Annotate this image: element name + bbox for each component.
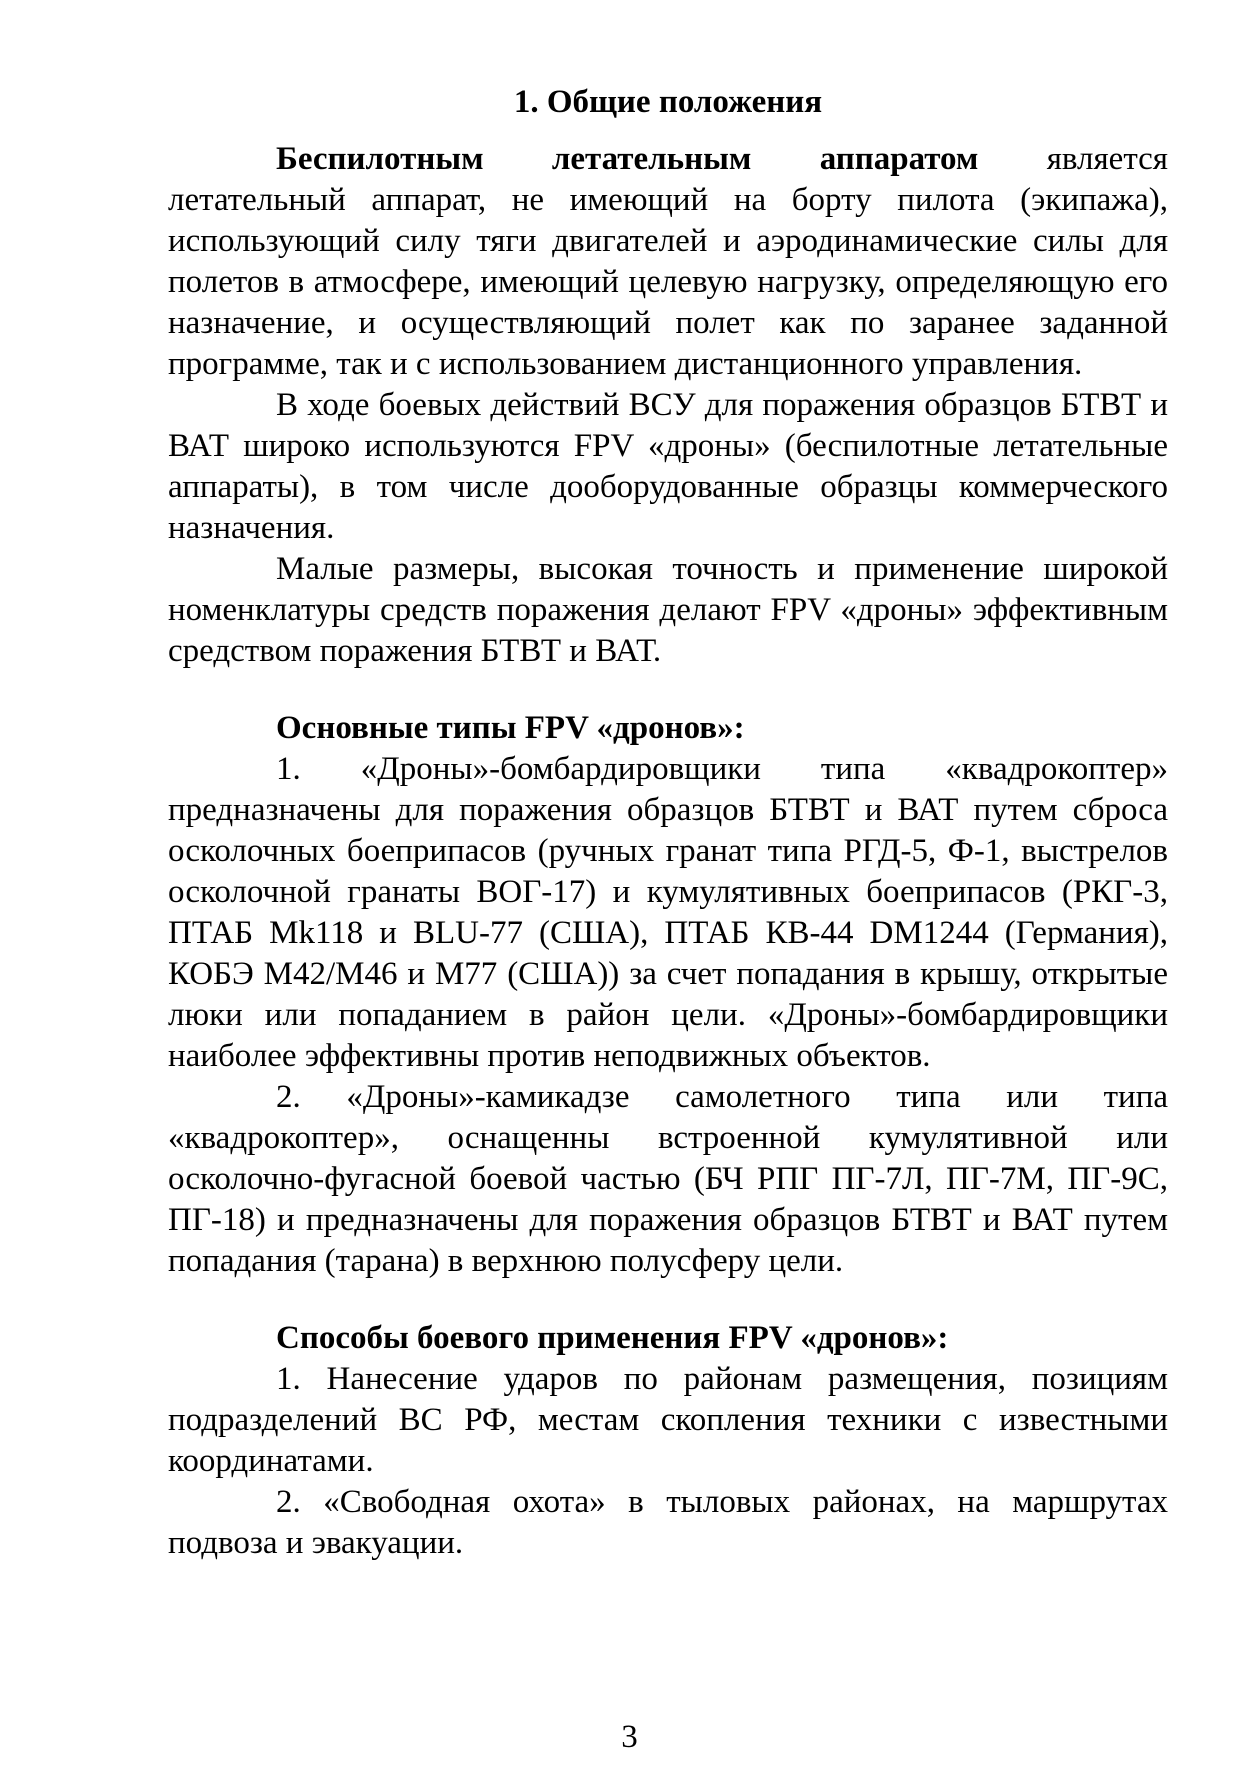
methods-item-free-hunt: 2. «Свободная охота» в тыловых районах, на маршрутах подвоза и эвакуации. xyxy=(168,1484,1168,1561)
methods-item-strikes: 1. Нанесение ударов по районам размещения, позициям подразделений ВС РФ, местам скопления техники с известными координатами. xyxy=(168,1361,1168,1479)
types-item-kamikaze: 2. «Дроны»-камикадзе самолетного типа или типа «квадрокоптер», оснащенны встроенной кумулятивной или осколочно-фугасной боевой частью (БЧ РПГ ПГ-7Л, ПГ-7М, ПГ-9С, ПГ-18) и предназначены для поражения образцов БТВТ и ВАТ путем попадания (тарана) в верхнюю полусферу цели. xyxy=(168,1079,1168,1279)
types-heading: Основные типы FPV «дронов»: xyxy=(276,710,745,746)
paragraph-effectiveness: Малые размеры, высокая точность и применение широкой номенклатуры средств поражения делают FPV «дроны» эффективным средством поражения БТВТ и ВАТ. xyxy=(168,551,1168,669)
definition-text: является летательный аппарат, не имеющий на борту пилота (экипажа), использующий силу тяги двигателей и аэродинамические силы для полетов в атмосфере, имеющий целевую нагрузку, определяющую его назначение, и осуществляющий полет как по заранее заданной программе, так и с использованием дистанционного управления. xyxy=(168,141,1168,382)
methods-heading: Способы боевого применения FPV «дронов»: xyxy=(276,1320,949,1356)
document-page xyxy=(168,82,1168,1564)
types-item-bombers: 1. «Дроны»-бомбардировщики типа «квадрокоптер» предназначены для поражения образцов БТВТ и ВАТ путем сброса осколочных боеприпасов (ручных гранат типа РГД-5, Ф-1, выстрелов осколочной гранаты ВОГ-17) и кумулятивных боеприпасов (РКГ-3, ПТАБ Mk118 и BLU-77 (США), ПТАБ КВ-44 DM1244 (Германия), КОБЭ М42/М46 и М77 (США)) за счет попадания в крышу, открытые люки или попаданием в район цели. «Дроны»-бомбардировщики наиболее эффективны против неподвижных объектов. xyxy=(168,751,1168,1074)
paragraph-usage: В ходе боевых действий ВСУ для поражения образцов БТВТ и ВАТ широко используются FPV «дроны» (беспилотные летательные аппараты), в том числе дооборудованные образцы коммерческого назначения. xyxy=(168,387,1168,546)
defined-term: Беспилотным летательным аппаратом xyxy=(276,141,979,177)
page-number: 3 xyxy=(621,1719,638,1755)
section-title: 1. Общие положения xyxy=(513,84,823,120)
definition-paragraph xyxy=(168,139,1168,385)
